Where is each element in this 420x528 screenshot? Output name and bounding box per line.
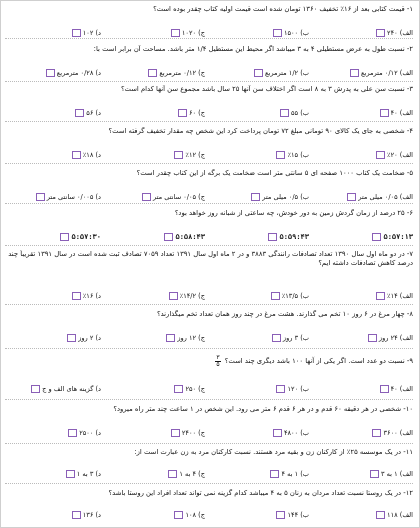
checkbox[interactable] — [272, 334, 281, 342]
checkbox[interactable] — [166, 334, 175, 342]
question-5-option-d[interactable]: د) ۰/۰۰۵ سانتی متر — [3, 191, 101, 203]
checkbox[interactable] — [347, 193, 356, 201]
question-11-options — [5, 468, 413, 480]
question-5-option-b[interactable]: ب) ۰/۵ میلی متر — [211, 191, 309, 203]
question-10-option-d[interactable]: د) ۲۵۰۰ — [3, 427, 101, 439]
question-12 — [5, 489, 413, 519]
question-9-options — [5, 383, 413, 395]
checkbox[interactable] — [171, 29, 180, 37]
question-5 — [5, 169, 413, 201]
question-6-option-c[interactable]: ۵:۵۸:۴۳ — [107, 231, 205, 243]
checkbox[interactable] — [276, 511, 285, 519]
question-8-options — [5, 332, 413, 344]
checkbox[interactable] — [72, 29, 81, 37]
question-6-option-a[interactable]: ۵:۵۷:۱۳ — [315, 231, 413, 243]
question-10-option-b[interactable]: ب) ۴۸۰۰ — [211, 427, 309, 439]
question-3-option-d[interactable]: د) ۵۶ — [3, 107, 101, 119]
divider — [5, 38, 413, 39]
checkbox[interactable] — [75, 109, 84, 117]
question-2-option-a[interactable]: الف) ۰/۱۲ مترمربع — [315, 67, 413, 79]
fraction: $\frac{۳}{۵}$ — [216, 353, 220, 368]
question-4 — [5, 127, 413, 159]
checkbox[interactable] — [168, 470, 177, 478]
question-4-option-b[interactable]: ب) ۱۵٪ — [211, 149, 309, 161]
checkbox[interactable] — [350, 69, 359, 77]
divider — [5, 304, 413, 305]
question-12-option-b[interactable]: ب) ۱۴۴ — [211, 509, 309, 521]
question-10-option-c[interactable]: ج) ۲۴۰۰ — [107, 427, 205, 439]
question-12-option-c[interactable]: ج) ۱۰۸ — [107, 509, 205, 521]
checkbox[interactable] — [174, 385, 183, 393]
checkbox[interactable] — [280, 109, 289, 117]
question-7-options — [5, 290, 413, 302]
checkbox[interactable] — [31, 385, 40, 393]
checkbox[interactable] — [142, 193, 151, 201]
question-10-options — [5, 427, 413, 439]
checkbox[interactable] — [254, 69, 263, 77]
checkbox[interactable] — [171, 429, 180, 437]
checkbox[interactable] — [67, 334, 76, 342]
question-6-option-d[interactable]: ۵:۵۷:۳۰ — [3, 231, 101, 243]
question-8 — [5, 310, 413, 342]
question-7-option-a[interactable]: الف) ۱۴٪ — [315, 290, 413, 302]
question-11-option-a[interactable]: الف) ۱ به ۳ — [315, 468, 413, 480]
question-8-option-a[interactable]: الف) ۲۴ روز — [315, 332, 413, 344]
question-8-option-d[interactable]: د) ۲ روز — [3, 332, 101, 344]
checkbox[interactable] — [376, 151, 385, 159]
question-7-option-b[interactable]: ب) ۱۳/۵٪ — [211, 290, 309, 302]
divider — [5, 399, 413, 400]
question-10-option-a[interactable]: الف) ۳۶۰۰ — [315, 427, 413, 439]
divider — [5, 348, 413, 349]
question-11-option-b[interactable]: ب) ۱ به ۴ — [211, 468, 309, 480]
question-9-option-b[interactable]: ب) ۱۲۰ — [211, 383, 309, 395]
question-9-option-a[interactable]: الف) ۴۰ — [315, 383, 413, 395]
question-5-stem: ۵- ضخامت یک کتاب ۱۰۰۰ صفحه ای ۵ سانتی متر است ضخامت یک برگه از این کتاب چقدر است؟ — [136, 169, 413, 177]
checkbox[interactable] — [376, 292, 385, 300]
checkbox[interactable] — [174, 511, 183, 519]
question-9-option-d[interactable]: د) گزینه های الف و ج — [3, 383, 101, 395]
checkbox[interactable] — [380, 109, 389, 117]
question-8-stem: ۸- چهار مرغ در ۶ روز ۱۰ تخم می گذارند. هشت مرغ در چند روز همان تعداد تخم میگذارند؟ — [156, 310, 413, 318]
checkbox[interactable] — [273, 429, 282, 437]
question-10-stem: ۱۰- شخصی در هر دقیقه ۶۰ قدم و در هر ۶ قدم ۶ متر می رود. این شخص در ۱ ساعت چند متر راه میرود؟ — [113, 405, 413, 413]
question-4-option-c[interactable]: ج) ۱۲٪ — [107, 149, 205, 161]
question-9-text: ۹- نسبت دو عدد است. اگر یکی از آنها ۱۰۰ باشد دیگری چند است؟ — [224, 357, 413, 365]
divider — [5, 163, 413, 164]
question-3-stem: ۳- نسبت سن علی به پدرش ۳ به ۸ است اگر اختلاف سن آنها ۲۵ سال باشد مجموع سن آنها کدام است؟ — [120, 85, 413, 93]
question-1-option-c[interactable]: ج) ۱۰۲۰ — [107, 27, 205, 39]
question-8-option-b[interactable]: ب) ۳ روز — [211, 332, 309, 344]
checkbox[interactable] — [372, 233, 381, 241]
question-3-option-b[interactable]: ب) ۵۵ — [211, 107, 309, 119]
question-4-stem: ۴- شخصی به جای یک کالای ۹۰ تومانی مبلغ ۷۲ تومان پرداخت کرد این شخص چه مقدار تخفیف گرفته است؟ — [108, 127, 413, 135]
question-11-option-d[interactable]: د) ۳ به ۱ — [3, 468, 101, 480]
checkbox[interactable] — [66, 470, 75, 478]
question-3-option-a[interactable]: الف) ۴۰ — [315, 107, 413, 119]
question-1-option-b[interactable]: ب) ۱۵۰۰ — [211, 27, 309, 39]
divider — [5, 121, 413, 122]
question-1-option-a[interactable]: الف) ۲۴۰ — [315, 27, 413, 39]
checkbox[interactable] — [276, 151, 285, 159]
checkbox[interactable] — [72, 292, 81, 300]
question-10 — [5, 405, 413, 437]
checkbox[interactable] — [46, 69, 55, 77]
question-9-option-c[interactable]: ج) ۲۵۰ — [107, 383, 205, 395]
question-1-option-d[interactable]: د) ۱۰۲ — [3, 27, 101, 39]
question-6-options — [5, 231, 413, 243]
question-2-stem: ۲- نسبت طول به عرض مستطیلی ۴ به ۳ میباشد اگر محیط این مستطیل ۱/۴ متر باشد. مساحت آن برابر است با: — [93, 45, 413, 53]
question-12-option-d[interactable]: د) ۱۳۶ — [3, 509, 101, 521]
checkbox[interactable] — [174, 151, 183, 159]
question-6 — [5, 209, 413, 241]
question-5-options — [5, 191, 413, 203]
divider — [5, 81, 413, 82]
question-11 — [5, 448, 413, 478]
checkbox[interactable] — [72, 151, 81, 159]
question-2-option-d[interactable]: د) ۰/۲۸ مترمربع — [3, 67, 101, 79]
checkbox[interactable] — [268, 233, 277, 241]
checkbox[interactable] — [68, 429, 77, 437]
question-2-options — [5, 67, 413, 79]
question-9 — [5, 353, 413, 393]
checkbox[interactable] — [372, 429, 381, 437]
question-1-stem: ۱- قیمت کتابی بعد از ۱۶٪ تخفیف ۱۳۶۰ تومان شده است قیمت اولیه کتاب چقدر بوده است؟ — [153, 5, 413, 13]
question-5-option-a[interactable]: الف) ۰/۰۵ میلی متر — [315, 191, 413, 203]
question-7 — [5, 250, 413, 300]
checkbox[interactable] — [368, 334, 377, 342]
checkbox[interactable] — [60, 233, 69, 241]
checkbox[interactable] — [370, 470, 379, 478]
question-3 — [5, 85, 413, 117]
question-4-options — [5, 149, 413, 161]
checkbox[interactable] — [148, 69, 157, 77]
checkbox[interactable] — [273, 29, 282, 37]
question-11-option-c[interactable]: ج) ۴ به ۱ — [107, 468, 205, 480]
question-7-stem: ۷- در دو ماه اول سال ۱۳۹۰ تعداد تصادفات رانندگی ۳۸۸۳ و در ۲ ماه اول سال ۱۳۹۱ تعداد ۷۰۵۹ تصادف ثبت شده است در سال ۱۳۹۱ تقریباً چند درصد کاهش تصادفات داشته ایم؟ — [8, 250, 413, 267]
checkbox[interactable] — [178, 109, 187, 117]
checkbox[interactable] — [164, 233, 173, 241]
question-11-stem: ۱۱- در یک موسسه ۲۵٪ از کارکنان زن و بقیه مرد هستند. نسبت کارکنان مرد به زن عبارت است از: — [134, 448, 413, 456]
divider — [5, 483, 413, 484]
question-8-option-c[interactable]: ج) ۱۲ روز — [107, 332, 205, 344]
checkbox[interactable] — [376, 511, 385, 519]
question-2-option-c[interactable]: ج) ۰/۱۲ مترمربع — [107, 67, 205, 79]
question-2-option-b[interactable]: ب) ۱/۲ مترمربع — [211, 67, 309, 79]
question-12-options — [5, 509, 413, 521]
checkbox[interactable] — [36, 193, 45, 201]
checkbox[interactable] — [376, 29, 385, 37]
question-6-stem: ۶- ۲۵ درصد از زمان گردش زمین به دور خودش، چه ساعتی از شبانه روز خواهد بود؟ — [174, 209, 413, 217]
question-12-stem: ۱۲- در یک روستا نسبت تعداد مردان به زنان ۵ به ۴ میباشد کدام گزینه نمی تواند تعداد افراد این روستا باشد؟ — [108, 489, 413, 497]
checkbox[interactable] — [251, 193, 260, 201]
question-7-option-c[interactable]: ج) ۱۴/۲٪ — [107, 290, 205, 302]
divider — [5, 443, 413, 444]
checkbox[interactable] — [276, 385, 285, 393]
question-1 — [5, 5, 413, 37]
checkbox[interactable] — [380, 385, 389, 393]
question-4-option-a[interactable]: الف) ۲۰٪ — [315, 149, 413, 161]
question-2 — [5, 45, 413, 77]
question-7-option-d[interactable]: د) ۱۶٪ — [3, 290, 101, 302]
checkbox[interactable] — [271, 292, 280, 300]
question-12-option-a[interactable]: الف) ۱۱۸ — [315, 509, 413, 521]
question-3-options — [5, 107, 413, 119]
divider — [5, 203, 413, 204]
checkbox[interactable] — [72, 511, 81, 519]
question-6-option-b[interactable]: ۵:۵۹:۴۳ — [211, 231, 309, 243]
checkbox[interactable] — [270, 470, 279, 478]
divider — [5, 245, 413, 246]
question-5-option-c[interactable]: ج) ۰/۰۵ سانتی متر — [107, 191, 205, 203]
question-3-option-c[interactable]: ج) ۶۰ — [107, 107, 205, 119]
question-4-option-d[interactable]: د) ۱۸٪ — [3, 149, 101, 161]
checkbox[interactable] — [169, 292, 178, 300]
question-9-stem — [5, 353, 413, 369]
